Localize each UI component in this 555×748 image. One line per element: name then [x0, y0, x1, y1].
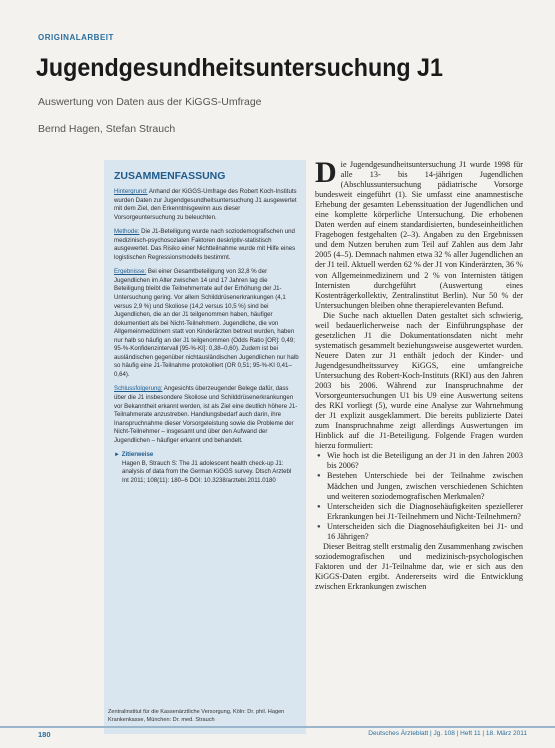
drop-cap: D	[315, 156, 337, 189]
body-paragraph-3: Dieser Beitrag stellt erstmalig den Zusammenhang zwischen soziodemografischen und medizinisch-psychologischen Faktoren und der J1-Teilnahme dar, wie er sich aus den KiGGS-Daten ergibt. Andererseits wird die Entwicklung zwischen Erkrankungen zwischen	[315, 541, 523, 591]
section-kicker: ORIGINALARBEIT	[38, 33, 114, 42]
article-subtitle: Auswertung von Daten aus der KiGGS-Umfrage	[38, 96, 262, 108]
abstract-conclusion-label: Schlussfolgerung:	[114, 385, 163, 393]
article-title: Jugendgesundheitsuntersuchung J1	[36, 54, 443, 82]
intro-paragraph	[315, 156, 523, 311]
question-item: ● Wie hoch ist die Beteiligung an der J1 in den Jahren 2003 bis 2006?	[327, 451, 523, 471]
abstract-conclusion-text: Angesichts überzeugender Belege dafür, dass über die J1 insbesondere Skoliose und Schilddrüsenerkrankungen vor Bekanntheit erkannt werden, ist als Ziel eine deutlich höhere J1-Teilnahmerate anzustreben. Handlungsbedarf auch darin, ihre Inanspruchnahme dieser Vorsorgeleistung sowie die Probleme der Nicht-Teilnehmer – insgesamt und über den Aufwand der Jugendlichen – häufiger erkannt und behandelt.	[114, 385, 298, 444]
abstract-background	[114, 188, 299, 222]
abstract-background-text: Anhand der KiGGS-Umfrage des Robert Koch-Instituts wurden Daten zur Jugendgesundheitsuntersuchung J1 ausgewertet mit dem Ziel, den Erkenntnisgewinn aus dieser Vorsorgeuntersuchung zu beleuchten.	[114, 188, 297, 221]
abstract-results	[114, 268, 299, 379]
abstract-heading: ZUSAMMENFASSUNG	[114, 170, 226, 182]
citation-heading: ► Zitierweise	[114, 451, 154, 459]
question-list	[315, 451, 523, 541]
footer-rule	[0, 726, 555, 728]
abstract-results-label: Ergebnisse:	[114, 268, 147, 276]
abstract-background-label: Hintergrund:	[114, 188, 148, 195]
abstract-body	[114, 188, 299, 486]
journal-footer: Deutsches Ärzteblatt | Jg. 108 | Heft 11 | 18. März 2011	[368, 730, 527, 737]
question-item: ● Bestehen Unterschiede bei der Teilnahme zwischen Mädchen und Jungen, zwischen verschiedenen Schichten und weiteren soziodemografischen Merkmalen?	[327, 471, 523, 501]
abstract-methods-label: Methode:	[114, 228, 140, 236]
body-column	[315, 156, 523, 592]
abstract-results-text: Bei einer Gesamtbeteiligung von 32,8 % der Jugendlichen im Alter zwischen 14 und 17 Jahren lag die Beteiligung bleibt die Teilnehmerrate auf der Erhöhung der J1-Untersuchung gering. Vor allem Schilddrüsenerkrankungen (4,1 versus 2,9 %) und Skoliose (14,2 versus 10,5 %) sind bei Jugendlichen, die an der J1 teilgenommen haben, häufiger dokumentiert als bei Nicht-Teilnehmern. Jugendliche, die von Allgemeinmedizinern statt von Kinderärzten betreut wurden, haben nur halb so häufig an der J1 teilgenommen (Odds Ratio [OR]: 0,49; 95-%-Konfidenzintervall [95-%-KI]: 0,38–0,60). Zudem ist bei ausländischen gegenüber nichtausländischen Jugendlichen nur halb so häufig eine J1-Teilnahme protokolliert (OR 0,51; 95-%-KI 0,41–0,64).	[114, 268, 299, 378]
article-authors: Bernd Hagen, Stefan Strauch	[38, 123, 176, 135]
intro-text: ie Jugendgesundheitsuntersuchung J1 wurde 1998 für alle 13- bis 14-jährigen Jugendlichen (Abschlussuntersuchung pädiatrische Vorsorge bundesweit eingeführt (1). Sie umfasst eine anamnestische Erhebung der gesamten Lebenssituation der Jugendlichen und eine komplette körperliche Untersuchung. Die erhobenen Daten werden auf einem standardisierten, bundeseinheitlichen Fragebogen festgehalten (2–3). Angaben zu den Ergebnissen und dem Nutzen beruhen zum Teil auf Zahlen aus dem Jahr 2005 (4–5). Demnach nahmen etwa 32 % aller Jugendlichen an der J1 teil. Aktuell werden 62 % der J1 von Kinderärzten, 36 % von Allgemeinmedizinern und 2 % von Internisten tätigen Internisten durchgeführt (Auswertung eines Kostenträgerkollektiv, Zentralinstitut Berlin). Nur 50 % der Untersuchungen bleiben ohne therapierelevanten Befund.	[315, 160, 523, 310]
body-paragraph-2: Die Suche nach aktuellen Daten gestaltet sich schwierig, weil bedauerlicherweise nach der Einführungsphase der gesetzlichen J1 die Dokumentationsdaten nicht mehr systematisch gesammelt beziehungsweise ausgewertet wurden. Neuere Daten zur J1 enthält jedoch der Kinder- und Jugendgesundheitssurvey KiGGS, eine umfangreiche Untersuchung des Robert-Koch-Instituts (RKI) aus den Jahren 2003 bis 2006. Während zur Inanspruchnahme der Vorsorgeuntersuchungen U1 bis U9 eine Auswertung seitens des RKI vorliegt (5), wurde eine Analyse zur Wahrnehmung der J1 explizit ausgeklammert. Die bereits publizierte Datei zum Inanspruchnahme zeigt allerdings Auswertungen im Hinblick auf die J1-Beteiligung. Folgende Fragen wurden hierzu formuliert:	[315, 310, 523, 451]
abstract-conclusion	[114, 385, 299, 445]
abstract-methods-text: Die J1-Beteiligung wurde nach soziodemografischen und medizinisch-psychosozialen Faktoren deskriptiv-statistisch ausgewertet. Das Risiko einer Nichtteilnahme wurde mit Hilfe eines logistischen Regressionsmodells bestimmt.	[114, 228, 296, 261]
question-item: ● Unterscheiden sich die Diagnosehäufigkeiten speziellerer Erkrankungen bei J1-Teilnehmern und Nicht-Teilnehmern?	[327, 502, 523, 522]
affiliation-note: Zentralinstitut für die Kassenärztliche Versorgung, Köln: Dr. phil. Hagen Krankenkasse, München: Dr. med. Strauch	[108, 709, 285, 723]
abstract-methods	[114, 228, 299, 262]
citation-text: Hagen B, Strauch S: The J1 adolescent health check-up J1: analysis of data from the German KiGGS survey. Dtsch Arztebl Int 2011; 108(11): 180–6 DOI: 10.3238/arztebl.2011.0180	[122, 459, 292, 484]
question-item: ● Unterscheiden sich die Diagnosehäufigkeiten bei J1- und 16 Jährigen?	[327, 522, 523, 542]
abstract-box	[104, 160, 306, 734]
citation-block	[114, 451, 299, 485]
page-number: 180	[38, 730, 51, 739]
